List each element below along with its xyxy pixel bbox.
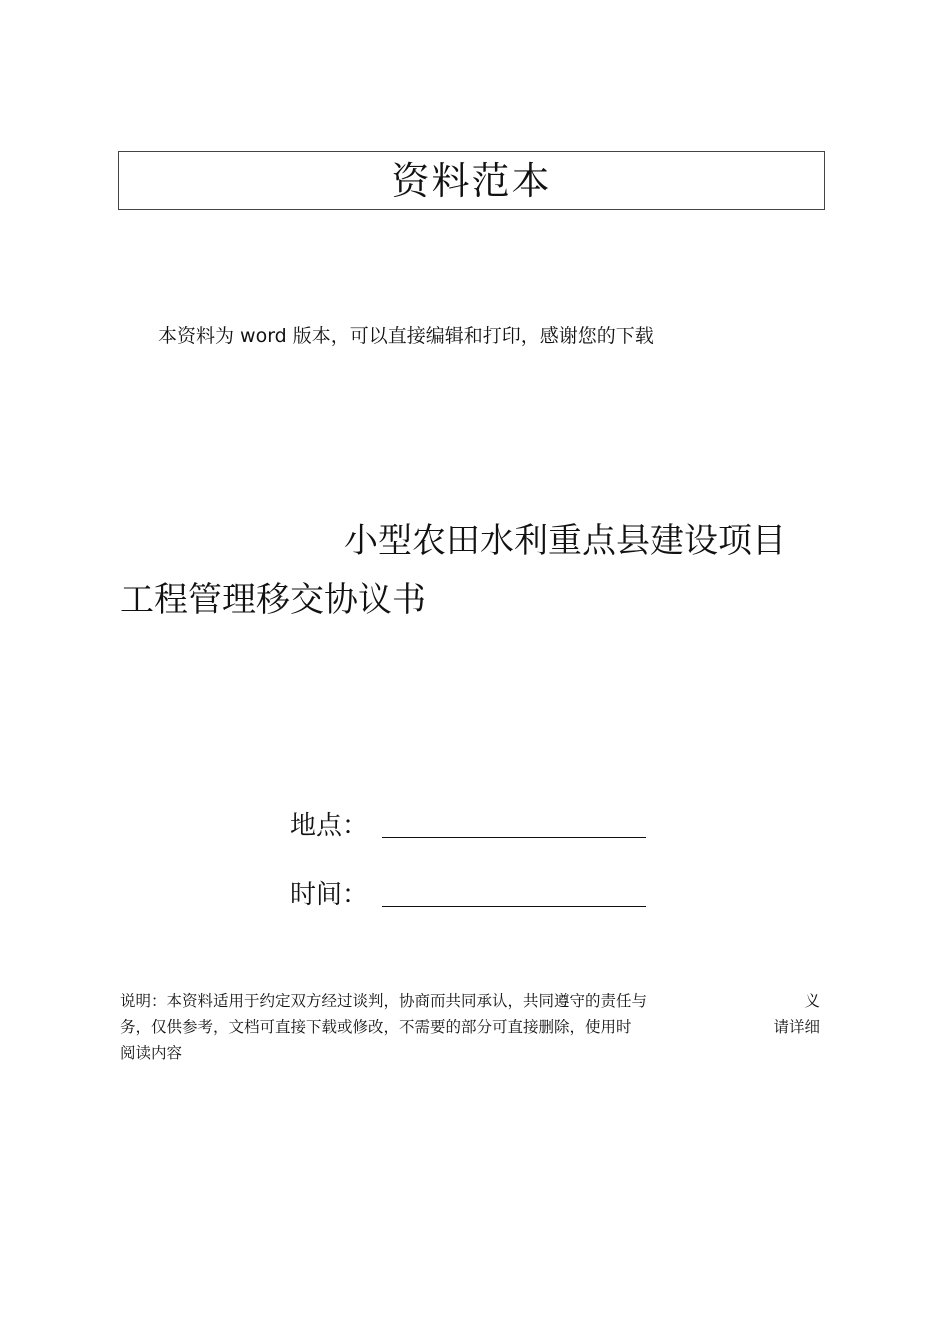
header-banner xyxy=(118,151,825,210)
remark-paragraph xyxy=(120,988,820,1066)
place-label: 地点： xyxy=(290,811,369,841)
remark-line-2-end: 请详细 xyxy=(773,1018,820,1036)
time-field xyxy=(290,874,646,911)
remark-line-2 xyxy=(120,1014,820,1040)
remark-line-1-text: 说明：本资料适用于约定双方经过谈判，协商而共同承认，共同遵守的责任与 xyxy=(120,992,648,1010)
remark-line-3-text: 阅读内容 xyxy=(120,1044,183,1062)
place-blank-line xyxy=(382,809,646,838)
remark-line-1-end: 义 xyxy=(804,992,820,1010)
remark-line-2-text: 务，仅供参考，文档可直接下载或修改，不需要的部分可直接删除，使用时 xyxy=(120,1018,632,1036)
download-note: 本资料为 word 版本，可以直接编辑和打印，感谢您的下载 xyxy=(158,325,654,347)
time-blank-line xyxy=(382,878,646,907)
document-title-line-1: 小型农田水利重点县建设项目 xyxy=(344,521,786,561)
document-title-line-2: 工程管理移交协议书 xyxy=(120,580,426,620)
time-label: 时间： xyxy=(290,880,369,910)
remark-line-1 xyxy=(120,988,820,1014)
place-field xyxy=(290,805,646,842)
banner-title: 资料范本 xyxy=(391,158,552,203)
remark-line-3 xyxy=(120,1040,820,1066)
